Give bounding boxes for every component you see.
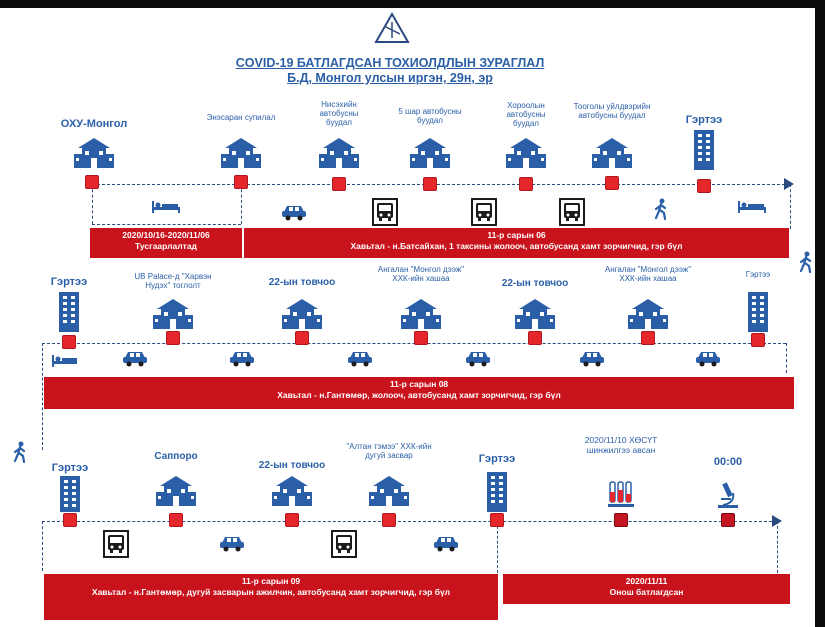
route-node bbox=[382, 513, 396, 527]
row1-label-5: Хороолын автобусны буудал bbox=[506, 101, 546, 129]
row2-label-2: UB Palace-д "Харвэн Нудэх" тоглолт bbox=[134, 272, 212, 291]
bed-icon bbox=[737, 199, 767, 215]
tall-building-icon bbox=[745, 290, 771, 334]
row2-label-6: Ангалан "Монгол дээж" ХХК-ийн хашаа bbox=[604, 265, 692, 284]
building-icon bbox=[221, 136, 261, 170]
row3-banner-right-text: Онош батлагдсан bbox=[609, 587, 684, 597]
row2-label-4: Ангалан "Монгол дээж" ХХК-ийн хашаа bbox=[377, 265, 465, 284]
route-node bbox=[751, 333, 765, 347]
bus-icon bbox=[331, 530, 357, 558]
route-line bbox=[241, 184, 242, 224]
row3-banner-right bbox=[503, 574, 790, 604]
row3-label-4: "Алтан тэмээ" ХХК-ийн дугуй засвар bbox=[346, 442, 432, 461]
route-line bbox=[786, 343, 787, 373]
top-frame bbox=[0, 0, 825, 8]
row2-label-5: 22-ын товчоо bbox=[501, 278, 569, 289]
route-node bbox=[169, 513, 183, 527]
route-node bbox=[414, 331, 428, 345]
walking-person-icon bbox=[12, 441, 28, 463]
row1-banner-left bbox=[90, 228, 242, 258]
taxi-icon bbox=[695, 349, 721, 367]
route-node bbox=[285, 513, 299, 527]
building-icon bbox=[401, 297, 441, 331]
route-node bbox=[234, 175, 248, 189]
building-icon bbox=[74, 136, 114, 170]
route-line bbox=[777, 521, 778, 573]
arrow-icon bbox=[772, 515, 782, 527]
walking-person-icon bbox=[798, 251, 814, 273]
taxi-icon bbox=[465, 349, 491, 367]
route-line bbox=[92, 184, 790, 185]
route-node bbox=[423, 177, 437, 191]
tall-building-icon bbox=[484, 470, 510, 512]
route-node bbox=[721, 513, 735, 527]
taxi-icon bbox=[229, 349, 255, 367]
row2-label-7: Гэртээ bbox=[745, 270, 771, 279]
row1-label-2: Энэсаран супилал bbox=[206, 113, 276, 122]
row2-banner-date: 11-р сарын 08 bbox=[389, 379, 449, 389]
route-node bbox=[166, 331, 180, 345]
route-node bbox=[528, 331, 542, 345]
bus-icon bbox=[471, 198, 497, 226]
row3-banner-left-date: 11-р сарын 09 bbox=[241, 576, 301, 586]
route-node bbox=[519, 177, 533, 191]
route-line bbox=[790, 184, 791, 229]
route-line bbox=[92, 224, 241, 225]
arrow-icon bbox=[784, 178, 794, 190]
route-line bbox=[92, 184, 93, 224]
row2-label-1: Гэртээ bbox=[50, 276, 88, 288]
route-node bbox=[697, 179, 711, 193]
microscope-icon bbox=[715, 479, 741, 509]
route-node bbox=[332, 177, 346, 191]
warning-logo-icon bbox=[374, 12, 410, 44]
row1-label-3: Нисэхийн автобусны буудал bbox=[319, 100, 359, 128]
walking-person-icon bbox=[653, 198, 669, 220]
route-line bbox=[497, 521, 498, 573]
route-node bbox=[614, 513, 628, 527]
building-icon bbox=[628, 297, 668, 331]
building-icon bbox=[156, 474, 196, 508]
row1-banner-right-date: 11-р сарын 06 bbox=[487, 230, 546, 240]
row3-banner-left bbox=[44, 574, 498, 620]
page-subtitle: Б.Д, Монгол улсын иргэн, 29н, эр bbox=[287, 71, 493, 85]
row1-banner-right bbox=[244, 228, 789, 258]
row1-banner-left-text: Тусгаарлалтад bbox=[135, 241, 197, 251]
route-node bbox=[490, 513, 504, 527]
bed-icon bbox=[51, 353, 77, 367]
row1-label-6: Тооголы уйлдвэрийн автобусны буудал bbox=[573, 102, 651, 121]
row2-banner bbox=[44, 377, 794, 409]
route-line bbox=[42, 521, 43, 571]
page-title: COVID-19 БАТЛАГДСАН ТОХИОЛДЛЫН ЗУРАГЛАЛ bbox=[235, 56, 545, 70]
right-frame bbox=[815, 0, 825, 627]
row3-banner-left-text: Хавьтал - н.Гантөмөр, дугуй засварын ажилчин, автобусанд хамт зорчигчид, гэр бүл bbox=[91, 587, 451, 597]
tall-building-icon bbox=[691, 128, 717, 172]
row1-label-7: Гэртээ bbox=[685, 114, 723, 126]
row3-label-2: Саппоро bbox=[154, 451, 198, 462]
row1-label-1: ОХУ-Монгол bbox=[60, 118, 128, 130]
taxi-icon bbox=[347, 349, 373, 367]
route-node bbox=[641, 331, 655, 345]
route-line bbox=[42, 343, 43, 450]
taxi-icon bbox=[579, 349, 605, 367]
building-icon bbox=[410, 136, 450, 170]
row3-label-6: 2020/11/10 ХӨСҮТ шинжилгээ авсан bbox=[584, 435, 658, 455]
row3-label-3: 22-ын товчоо bbox=[258, 460, 326, 471]
row1-banner-right-text: Хавьтал - н.Батсайхан, 1 таксины жолооч, автобусанд хамт зорчигчид, гэр бүл bbox=[350, 241, 683, 251]
building-icon bbox=[369, 474, 409, 508]
building-icon bbox=[153, 297, 193, 331]
tall-building-icon bbox=[56, 290, 82, 334]
row3-banner-right-date: 2020/11/11 bbox=[625, 576, 668, 586]
bus-icon bbox=[372, 198, 398, 226]
route-node bbox=[295, 331, 309, 345]
building-icon bbox=[282, 297, 322, 331]
bus-icon bbox=[559, 198, 585, 226]
taxi-icon bbox=[433, 534, 459, 552]
row1-banner-left-date: 2020/10/16-2020/11/06 bbox=[122, 230, 210, 240]
row1-label-4: 5 шар автобусны буудал bbox=[398, 107, 462, 126]
row3-label-5: Гэртээ bbox=[478, 453, 516, 465]
route-node bbox=[85, 175, 99, 189]
bed-icon bbox=[151, 199, 181, 215]
building-icon bbox=[319, 136, 359, 170]
building-icon bbox=[272, 474, 312, 508]
taxi-icon bbox=[219, 534, 245, 552]
taxi-icon bbox=[122, 349, 148, 367]
row3-label-1: Гэртээ bbox=[51, 462, 89, 474]
building-icon bbox=[592, 136, 632, 170]
bus-icon bbox=[103, 530, 129, 558]
row3-label-7: 00:00 bbox=[713, 456, 743, 468]
taxi-icon bbox=[281, 203, 307, 221]
route-node bbox=[62, 335, 76, 349]
route-node bbox=[605, 176, 619, 190]
route-line bbox=[42, 521, 777, 522]
row2-label-3: 22-ын товчоо bbox=[268, 277, 336, 288]
test-tubes-icon bbox=[606, 478, 636, 508]
building-icon bbox=[515, 297, 555, 331]
tall-building-icon bbox=[57, 474, 83, 512]
building-icon bbox=[506, 136, 546, 170]
row2-banner-text: Хавьтал - н.Гантөмөр, жолооч, автобусанд хамт зорчигчид, гэр бүл bbox=[277, 390, 561, 400]
route-node bbox=[63, 513, 77, 527]
